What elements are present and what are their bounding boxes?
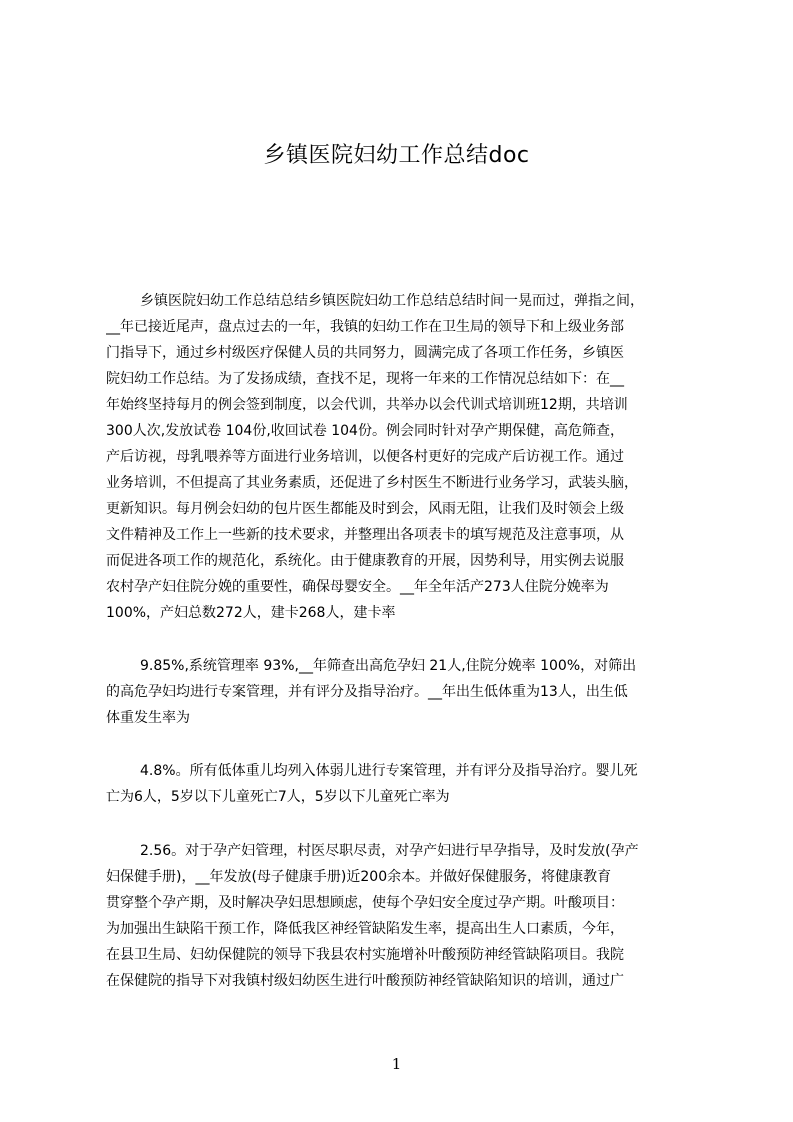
body-text-line: 农村孕产妇住院分娩的重要性，确保母婴安全。__年全年活产273人住院分娩率为 <box>106 579 609 595</box>
body-text-line: 而促进各项工作的规范化，系统化。由于健康教育的开展，因势利导，用实例去说服 <box>106 553 624 569</box>
body-text-line: 4.8%。所有低体重儿均列入体弱儿进行专案管理，并有评分及指导治疗。婴儿死 <box>140 763 638 779</box>
body-text-line: 100%，产妇总数272人，建卡268人，建卡率 <box>106 605 396 621</box>
body-text-line: __年已接近尾声，盘点过去的一年，我镇的妇幼工作在卫生局的领导下和上级业务部 <box>106 319 624 335</box>
body-text-line: 产后访视，母乳喂养等方面进行业务培训，以便各村更好的完成产后访视工作。通过 <box>106 449 624 465</box>
body-text-line: 门指导下，通过乡村级医疗保健人员的共同努力，圆满完成了各项工作任务，乡镇医 <box>106 345 624 361</box>
body-text-line: 的高危孕妇均进行专案管理，并有评分及指导治疗。__年出生低体重为13人，出生低 <box>106 684 628 700</box>
body-text-line: 为加强出生缺陷干预工作，降低我区神经管缺陷发生率，提高出生人口素质，今年， <box>106 921 624 937</box>
body-text-line: 年始终坚持每月的例会签到制度，以会代训，共举办以会代训式培训班12期，共培训 <box>106 397 628 413</box>
body-text-line: 更新知识。每月例会妇幼的包片医生都能及时到会，风雨无阻，让我们及时领会上级 <box>106 501 624 517</box>
body-text-line: 妇保健手册)，__年发放(母子健康手册)近200余本。并做好保健服务，将健康教育 <box>106 869 612 885</box>
body-text-line: 体重发生率为 <box>106 710 190 726</box>
body-text-line: 乡镇医院妇幼工作总结总结乡镇医院妇幼工作总结总结时间一晃而过，弹指之间， <box>140 293 644 309</box>
document-title: 乡镇医院妇幼工作总结doc <box>263 143 530 168</box>
body-text-line: 贯穿整个孕产期，及时解决孕妇思想顾虑，使每个孕妇安全度过孕产期。叶酸项目： <box>106 895 624 911</box>
body-text-line: 业务培训，不但提高了其业务素质，还促进了乡村医生不断进行业务学习，武装头脑， <box>106 475 638 491</box>
body-text-line: 文件精神及工作上一些新的技术要求，并整理出各项表卡的填写规范及注意事项，从 <box>106 527 624 543</box>
body-text-line: 2.56。对于孕产妇管理，村医尽职尽责，对孕产妇进行早孕指导，及时发放(孕产 <box>140 843 639 859</box>
body-text-line: 9.85%,系统管理率 93%,__年筛查出高危孕妇 21人,住院分娩率 100%，对筛出 <box>140 658 637 674</box>
body-text-line: 300人次,发放试卷 104份,收回试卷 104份。例会同时针对孕产期保健，高危筛查， <box>106 423 624 439</box>
body-text-line: 在保健院的指导下对我镇村级妇幼医生进行叶酸预防神经管缺陷知识的培训，通过广 <box>106 973 624 989</box>
body-text-line: 亡为6人，5岁以下儿童死亡7人，5岁以下儿童死亡率为 <box>106 789 450 805</box>
body-text-line: 院妇幼工作总结。为了发扬成绩，查找不足，现将一年来的工作情况总结如下：在__ <box>106 371 624 387</box>
page-number: 1 <box>391 1055 402 1073</box>
body-text-line: 在县卫生局、妇幼保健院的领导下我县农村实施增补叶酸预防神经管缺陷项目。我院 <box>106 947 624 963</box>
